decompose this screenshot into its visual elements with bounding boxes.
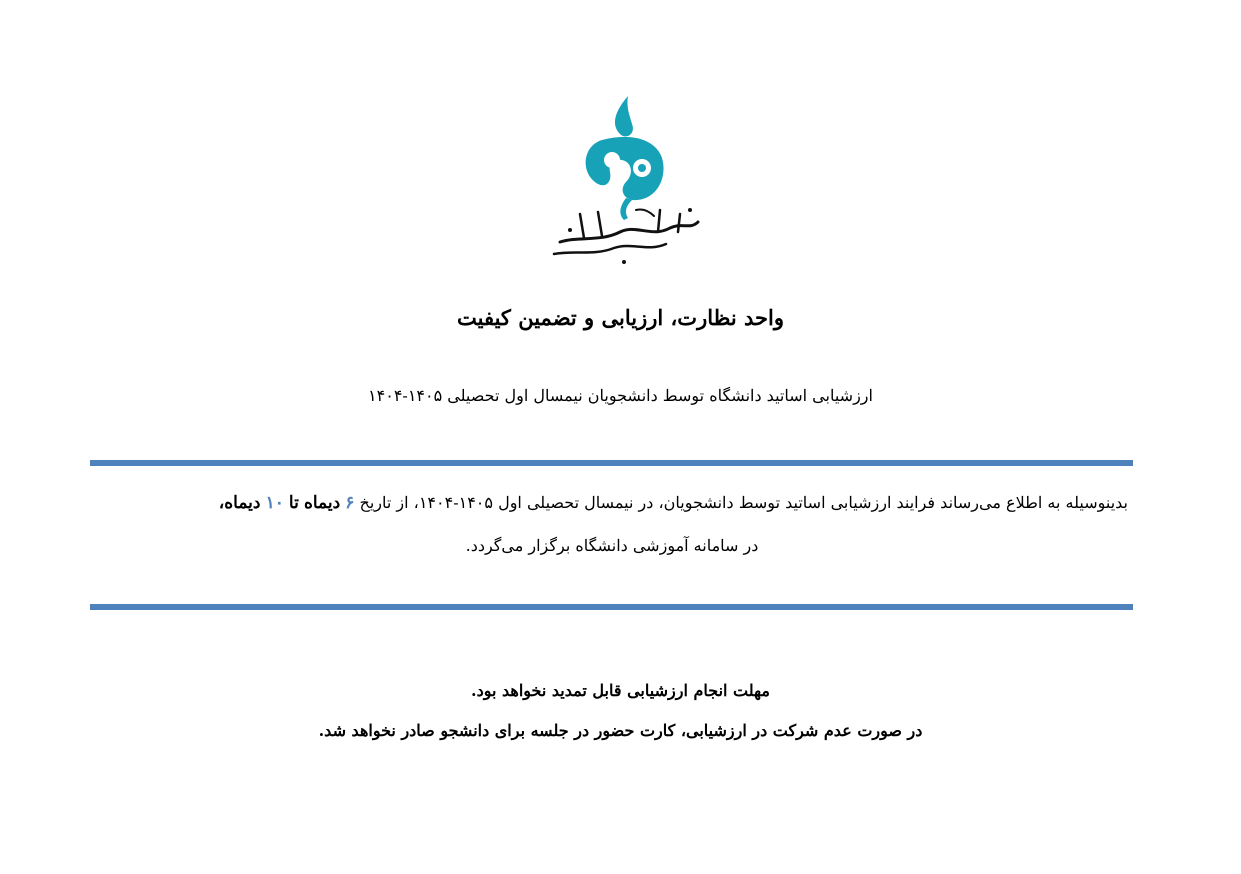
university-logo [540,92,710,264]
announcement-text: بدینوسیله به اطلاع می‌رساند فرایند ارزشیابی اساتید توسط دانشجویان، در نیمسال تحصیلی اول ۱۴۰۵-۱۴۰۴، از تاریخ [359,493,1128,512]
divider-bottom [90,604,1133,610]
subject-line: ارزشیابی اساتید دانشگاه توسط دانشجویان نیمسال اول تحصیلی ۱۴۰۵-۱۴۰۴ [368,386,873,405]
start-month: دیماه [303,493,341,513]
announcement-line-2: در سامانه آموزشی دانشگاه برگزار می‌گردد. [465,536,759,555]
to-word: تا [288,493,299,513]
line-end-comma: ، [218,493,225,513]
start-day: ۶ [345,493,355,513]
shiraz-university-of-arts-logo-icon [540,92,710,264]
divider-top [90,460,1133,466]
deadline-note: مهلت انجام ارزشیابی قابل تمدید نخواهد بود. [471,681,770,700]
consequence-note: در صورت عدم شرکت در ارزشیابی، کارت حضور در جلسه برای دانشجو صادر نخواهد شد. [318,721,923,740]
end-day: ۱۰ [265,493,284,513]
unit-title: واحد نظارت، ارزیابی و تضمین کیفیت [457,305,784,330]
announcement-line-1 [96,488,1128,518]
end-month: دیماه [224,493,261,513]
